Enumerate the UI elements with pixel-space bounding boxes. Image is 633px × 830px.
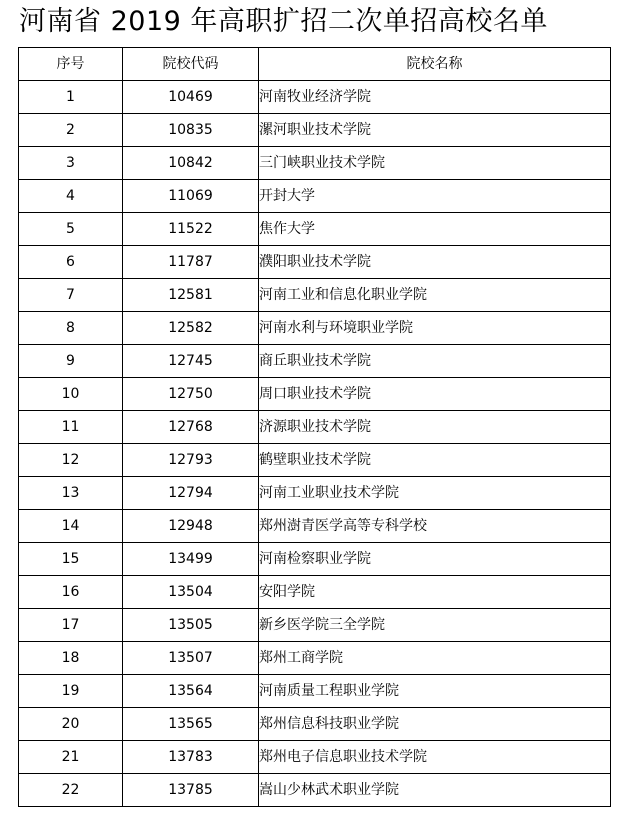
header-seq: 序号 <box>19 48 123 81</box>
cell-school-name: 河南检察职业学院 <box>259 543 611 576</box>
table-row <box>19 609 611 642</box>
cell-school-code: 13785 <box>123 774 259 807</box>
table-body <box>19 81 611 807</box>
table-row <box>19 411 611 444</box>
table-row <box>19 81 611 114</box>
table-row <box>19 312 611 345</box>
cell-school-code: 12581 <box>123 279 259 312</box>
page-title: 河南省 2019 年高职扩招二次单招高校名单 <box>19 6 548 37</box>
cell-school-code: 13499 <box>123 543 259 576</box>
cell-school-code: 11069 <box>123 180 259 213</box>
table-row <box>19 642 611 675</box>
cell-school-name: 商丘职业技术学院 <box>259 345 611 378</box>
cell-school-code: 13505 <box>123 609 259 642</box>
cell-seq: 16 <box>19 576 123 609</box>
cell-school-name: 三门峡职业技术学院 <box>259 147 611 180</box>
cell-seq: 12 <box>19 444 123 477</box>
cell-school-name: 安阳学院 <box>259 576 611 609</box>
cell-school-code: 13504 <box>123 576 259 609</box>
table-row <box>19 741 611 774</box>
cell-school-code: 10469 <box>123 81 259 114</box>
cell-seq: 3 <box>19 147 123 180</box>
cell-school-code: 10835 <box>123 114 259 147</box>
cell-school-name: 河南工业职业技术学院 <box>259 477 611 510</box>
cell-school-code: 13564 <box>123 675 259 708</box>
table-row <box>19 510 611 543</box>
table-row <box>19 543 611 576</box>
cell-seq: 2 <box>19 114 123 147</box>
cell-school-name: 鹤壁职业技术学院 <box>259 444 611 477</box>
cell-seq: 14 <box>19 510 123 543</box>
cell-school-code: 13565 <box>123 708 259 741</box>
table-row <box>19 279 611 312</box>
cell-seq: 20 <box>19 708 123 741</box>
cell-school-code: 12794 <box>123 477 259 510</box>
table-row <box>19 246 611 279</box>
cell-school-name: 漯河职业技术学院 <box>259 114 611 147</box>
cell-school-name: 开封大学 <box>259 180 611 213</box>
cell-school-name: 郑州信息科技职业学院 <box>259 708 611 741</box>
cell-school-code: 11522 <box>123 213 259 246</box>
header-school-code: 院校代码 <box>123 48 259 81</box>
cell-seq: 4 <box>19 180 123 213</box>
cell-school-code: 13507 <box>123 642 259 675</box>
cell-school-code: 12750 <box>123 378 259 411</box>
table-row <box>19 576 611 609</box>
cell-school-code: 12948 <box>123 510 259 543</box>
table-row <box>19 345 611 378</box>
cell-seq: 19 <box>19 675 123 708</box>
table-row <box>19 213 611 246</box>
table-row <box>19 675 611 708</box>
cell-school-name: 濮阳职业技术学院 <box>259 246 611 279</box>
table-row <box>19 477 611 510</box>
cell-school-name: 河南质量工程职业学院 <box>259 675 611 708</box>
table-header-row <box>19 48 611 81</box>
cell-school-code: 12745 <box>123 345 259 378</box>
table-row <box>19 378 611 411</box>
cell-seq: 6 <box>19 246 123 279</box>
table-row <box>19 774 611 807</box>
cell-school-name: 郑州电子信息职业技术学院 <box>259 741 611 774</box>
cell-school-name: 新乡医学院三全学院 <box>259 609 611 642</box>
cell-seq: 13 <box>19 477 123 510</box>
cell-seq: 22 <box>19 774 123 807</box>
cell-school-name: 郑州澍青医学高等专科学校 <box>259 510 611 543</box>
cell-seq: 10 <box>19 378 123 411</box>
header-school-name: 院校名称 <box>259 48 611 81</box>
cell-seq: 7 <box>19 279 123 312</box>
school-list-table <box>18 47 611 807</box>
cell-seq: 11 <box>19 411 123 444</box>
cell-seq: 8 <box>19 312 123 345</box>
cell-school-name: 郑州工商学院 <box>259 642 611 675</box>
cell-school-name: 周口职业技术学院 <box>259 378 611 411</box>
cell-school-name: 河南工业和信息化职业学院 <box>259 279 611 312</box>
cell-seq: 1 <box>19 81 123 114</box>
cell-school-code: 12768 <box>123 411 259 444</box>
cell-school-name: 河南水利与环境职业学院 <box>259 312 611 345</box>
cell-seq: 15 <box>19 543 123 576</box>
table-row <box>19 114 611 147</box>
table-row <box>19 147 611 180</box>
cell-school-code: 12793 <box>123 444 259 477</box>
cell-school-name: 嵩山少林武术职业学院 <box>259 774 611 807</box>
cell-school-code: 11787 <box>123 246 259 279</box>
cell-school-code: 10842 <box>123 147 259 180</box>
cell-school-name: 焦作大学 <box>259 213 611 246</box>
cell-seq: 18 <box>19 642 123 675</box>
cell-school-code: 12582 <box>123 312 259 345</box>
cell-school-code: 13783 <box>123 741 259 774</box>
cell-seq: 17 <box>19 609 123 642</box>
table-row <box>19 708 611 741</box>
cell-school-name: 河南牧业经济学院 <box>259 81 611 114</box>
table-row <box>19 444 611 477</box>
cell-school-name: 济源职业技术学院 <box>259 411 611 444</box>
table-row <box>19 180 611 213</box>
cell-seq: 5 <box>19 213 123 246</box>
cell-seq: 21 <box>19 741 123 774</box>
cell-seq: 9 <box>19 345 123 378</box>
